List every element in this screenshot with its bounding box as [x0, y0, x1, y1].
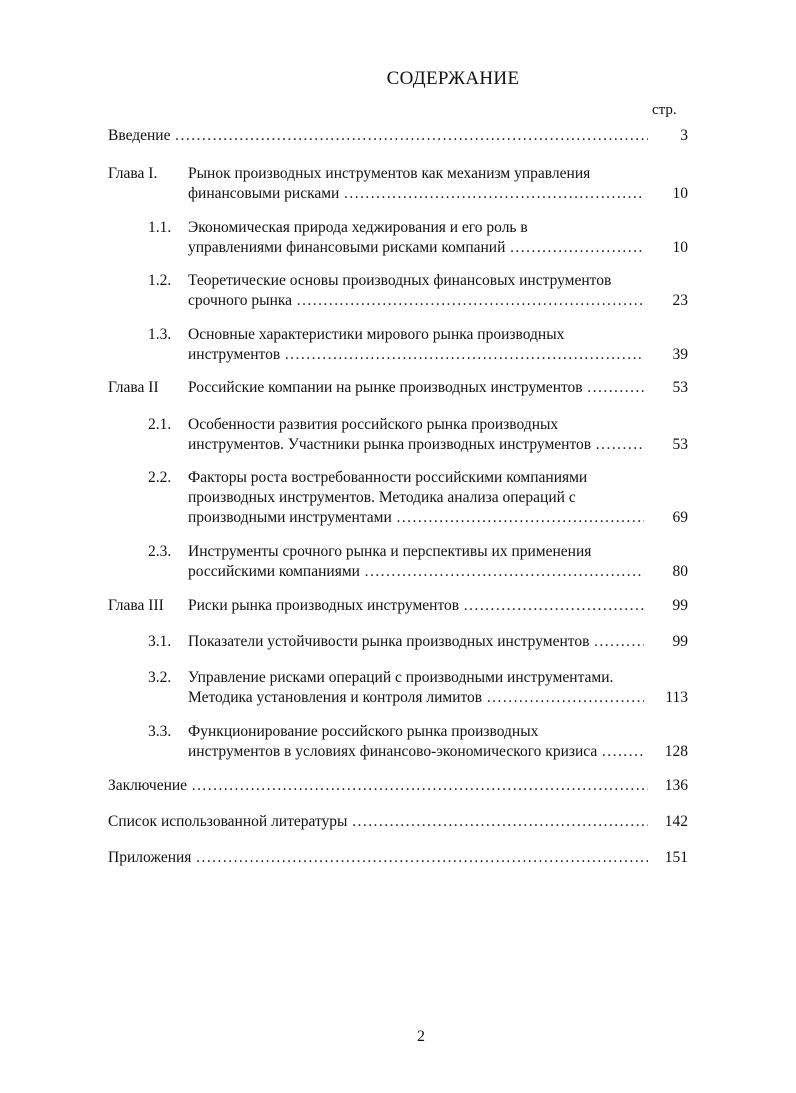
toc-entry-text: Методика установления и контроля лимитов [188, 689, 483, 706]
toc-page-number: 128 [664, 743, 688, 760]
toc-entry-text: инструментов [188, 346, 281, 363]
toc-entry-text: производных инструментов. Методика анализа операций с [188, 489, 576, 506]
toc-entry-text: производными инструментами [188, 509, 392, 526]
page-title: СОДЕРЖАНИЕ [386, 68, 520, 89]
toc-page-number: 142 [664, 813, 688, 830]
toc-entry-label: 1.3. [148, 326, 172, 343]
toc-page-number: 23 [672, 292, 688, 309]
toc-page-number: 39 [672, 346, 688, 363]
toc-page-number: 99 [672, 597, 688, 614]
toc-entry-label: 3.3. [148, 723, 172, 740]
toc-page-number: 69 [672, 509, 688, 526]
toc-entry-text: инструментов. Участники рынка производных инструментов [188, 436, 592, 453]
toc-entry-text: финансовыми рисками [188, 185, 340, 202]
toc-entry-text: Заключение [108, 777, 188, 794]
toc-page-number: 99 [672, 633, 688, 650]
toc-page-number: 53 [672, 436, 688, 453]
page-number: 2 [417, 1028, 425, 1045]
toc-entry-label: 2.1. [148, 416, 172, 433]
toc-entry-text: Инструменты срочного рынка и перспективы их применения [188, 543, 592, 560]
toc-entry-text: Теоретические основы производных финансовых инструментов [188, 272, 612, 289]
toc-entry-label: 1.1. [148, 219, 172, 236]
page-column-label: стр. [652, 102, 677, 118]
toc-entry-text: Введение [108, 127, 171, 144]
toc-entry-text: Управление рисками операций с производными инструментами. [188, 669, 614, 686]
toc-entry-text: Показатели устойчивости рынка производных инструментов [188, 633, 590, 650]
toc-entry-label: Глава II [108, 379, 159, 396]
toc-entry-text: Список использованной литературы [108, 813, 348, 830]
toc-entry-text: Российские компании на рынке производных инструментов [188, 379, 583, 396]
toc-page-number: 113 [665, 689, 688, 706]
toc-entry-text: Факторы роста востребованности российскими компаниями [188, 469, 588, 486]
toc-entry-label: 3.1. [148, 633, 172, 650]
toc-page-number: 136 [664, 777, 688, 794]
toc-entry-text: Риски рынка производных инструментов [188, 597, 460, 614]
toc-entry-text: Приложения [108, 849, 192, 866]
toc-page-number: 10 [672, 239, 688, 256]
toc-entry-label: 2.3. [148, 543, 172, 560]
toc-entry-label: 1.2. [148, 272, 172, 289]
toc-entry-text: срочного рынка [188, 292, 293, 309]
toc-entry-text: Рынок производных инструментов как механизм управления [188, 165, 591, 182]
toc-page-number: 151 [664, 849, 688, 866]
toc-entry-label: 3.2. [148, 669, 172, 686]
toc-entry-text: Экономическая природа хеджирования и его роль в [188, 219, 528, 236]
toc-page-number: 53 [672, 379, 688, 396]
toc-entry-label: Глава III [108, 597, 164, 614]
toc-entry-text: инструментов в условиях финансово-экономического кризиса [188, 743, 598, 760]
toc-page-number: 80 [672, 563, 688, 580]
toc-entry-text: управлениями финансовыми рисками компаний [188, 239, 506, 256]
toc-entry-text: Функционирование российского рынка производных [188, 723, 539, 740]
toc-page-number: 10 [672, 185, 688, 202]
toc-entry-text: российскими компаниями [188, 563, 360, 580]
toc-entry-text: Основные характеристики мирового рынка производных [188, 326, 565, 343]
toc-entry-label: 2.2. [148, 469, 172, 486]
toc-entry-text: Особенности развития российского рынка производных [188, 416, 559, 433]
toc-page-number: 3 [680, 127, 688, 144]
toc-entry-label: Глава I. [108, 165, 158, 182]
